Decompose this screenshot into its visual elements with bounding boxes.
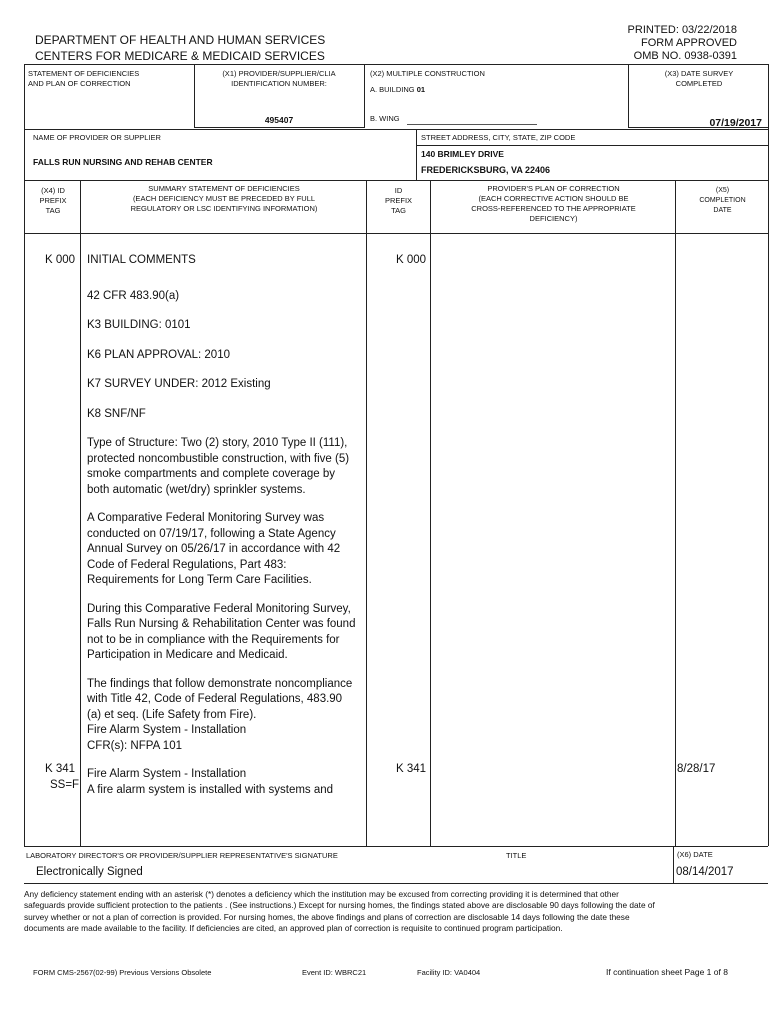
wing-label: B. WING bbox=[370, 114, 400, 123]
x6-date-value: 08/14/2017 bbox=[676, 866, 734, 878]
address-label: STREET ADDRESS, CITY, STATE, ZIP CODE bbox=[421, 133, 576, 142]
summary-body bbox=[87, 253, 357, 798]
tag-k341-scope: SS=F bbox=[50, 779, 80, 791]
disclaimer: Any deficiency statement ending with an asterisk (*) denotes a deficiency which the institution may be excused from correcting providing it is determined that other safeguards provide sufficient protection to the patients . (See instructions.) Except for nursing homes, the findings stated above are disclosable 90 days following the date of survey whether or not a plan of correction is provided. For nursing homes, the above findings and plans of correction are disclosable 14 days following the date these documents are made available to the facility. If deficiencies are cited, an approved plan of correction is requisite to continued program participation. bbox=[24, 889, 655, 934]
tag-k000: K 000 bbox=[45, 254, 76, 266]
omb-number: OMB NO. 0938-0391 bbox=[633, 50, 737, 62]
signature-value: Electronically Signed bbox=[36, 866, 143, 878]
building-value: 01 bbox=[416, 85, 426, 94]
title-label: TITLE bbox=[506, 851, 527, 860]
k6-plan-approval: K6 PLAN APPROVAL: 2010 bbox=[87, 348, 230, 361]
signature-label: LABORATORY DIRECTOR'S OR PROVIDER/SUPPLIER REPRESENTATIVE'S SIGNATURE bbox=[26, 851, 338, 860]
completion-date-k341: 8/28/17 bbox=[677, 763, 716, 775]
findings-paragraph: The findings that follow demonstrate noncompliance with Title 42, Code of Federal Regulations, 483.90 (a) et seq. (Life Safety from Fire). bbox=[87, 677, 353, 721]
form-number: FORM CMS-2567(02-99) Previous Versions Obsolete bbox=[33, 968, 212, 977]
x3-label: (X3) DATE SURVEY COMPLETED bbox=[664, 69, 734, 88]
x1-label: (X1) PROVIDER/SUPPLIER/CLIA IDENTIFICATION NUMBER: bbox=[222, 69, 336, 88]
tag-k341: K 341 bbox=[45, 763, 76, 775]
k3-building: K3 BUILDING: 0101 bbox=[87, 319, 191, 331]
structure-type-paragraph: Type of Structure: Two (2) story, 2010 Type II (111), protected noncombustible construction, with five (5) smoke compartments and complete coverage by both automatic (wet/dry) sprinkler systems. bbox=[87, 437, 350, 496]
provider-name: FALLS RUN NURSING AND REHAB CENTER bbox=[33, 157, 213, 167]
k341-cfr: CFR(s): NFPA 101 bbox=[87, 739, 182, 752]
survey-paragraph: A Comparative Federal Monitoring Survey was conducted on 07/19/17, following a State Agency Annual Survey on 05/26/17 in accordance with 42 Code of Federal Regulations, Part 483: Requirements for Long Term Care Facilities. bbox=[87, 512, 341, 586]
city-state-zip: FREDERICKSBURG, VA 22406 bbox=[421, 165, 551, 175]
facility-id: Facility ID: VA0404 bbox=[417, 968, 481, 977]
col-x4-header: (X4) ID PREFIX TAG bbox=[39, 186, 67, 215]
compliance-paragraph: During this Comparative Federal Monitoring Survey, Falls Run Nursing & Rehabilitation Center was found not to be in compliance with the Requirements for Participation in Medicare and Medicaid. bbox=[87, 602, 356, 661]
street-address: 140 BRIMLEY DRIVE bbox=[421, 149, 504, 159]
page-indicator: If continuation sheet Page 1 of 8 bbox=[606, 967, 728, 977]
k7-survey-under: K7 SURVEY UNDER: 2012 Existing bbox=[87, 378, 271, 390]
id-k341: K 341 bbox=[396, 763, 427, 775]
building-field bbox=[370, 85, 425, 95]
x6-date-label: (X6) DATE bbox=[677, 850, 713, 859]
col-summary-header: SUMMARY STATEMENT OF DEFICIENCIES (EACH DEFICIENCY MUST BE PRECEDED BY FULL REGULATORY OR LSC IDENTIFYING INFORMATION) bbox=[130, 184, 318, 213]
k8-snf-nf: K8 SNF/NF bbox=[87, 407, 146, 420]
printed-date: PRINTED: 03/22/2018 bbox=[627, 24, 737, 36]
x3-date: 07/19/2017 bbox=[709, 117, 762, 129]
k341-text: A fire alarm system is installed with systems and bbox=[87, 783, 334, 796]
initial-comments-heading: INITIAL COMMENTS bbox=[87, 254, 196, 266]
provider-name-label: NAME OF PROVIDER OR SUPPLIER bbox=[33, 133, 161, 142]
event-id: Event ID: WBRC21 bbox=[302, 968, 367, 977]
wing-underline bbox=[407, 124, 537, 125]
department-title: DEPARTMENT OF HEALTH AND HUMAN SERVICES bbox=[35, 33, 326, 47]
col-x5-header: (X5) COMPLETION DATE bbox=[699, 187, 746, 214]
building-label: A. BUILDING bbox=[370, 85, 417, 94]
statement-label: STATEMENT OF DEFICIENCIES AND PLAN OF CORRECTION bbox=[28, 69, 140, 88]
x1-provider-number: 495407 bbox=[264, 115, 294, 125]
k341-subheading: Fire Alarm System - Installation bbox=[87, 768, 247, 780]
id-k000: K 000 bbox=[396, 254, 427, 266]
cfr-reference: 42 CFR 483.90(a) bbox=[87, 289, 180, 302]
agency-title: CENTERS FOR MEDICARE & MEDICAID SERVICES bbox=[35, 49, 325, 63]
x2-label: (X2) MULTIPLE CONSTRUCTION bbox=[370, 69, 485, 78]
col-id-header: ID PREFIX TAG bbox=[384, 186, 413, 215]
form-approved: FORM APPROVED bbox=[641, 37, 737, 49]
k341-title: Fire Alarm System - Installation bbox=[87, 724, 247, 736]
col-plan-header: PROVIDER'S PLAN OF CORRECTION (EACH CORRECTIVE ACTION SHOULD BE CROSS-REFERENCED TO THE APPROPRIATE DEFICIENCY) bbox=[471, 184, 636, 223]
